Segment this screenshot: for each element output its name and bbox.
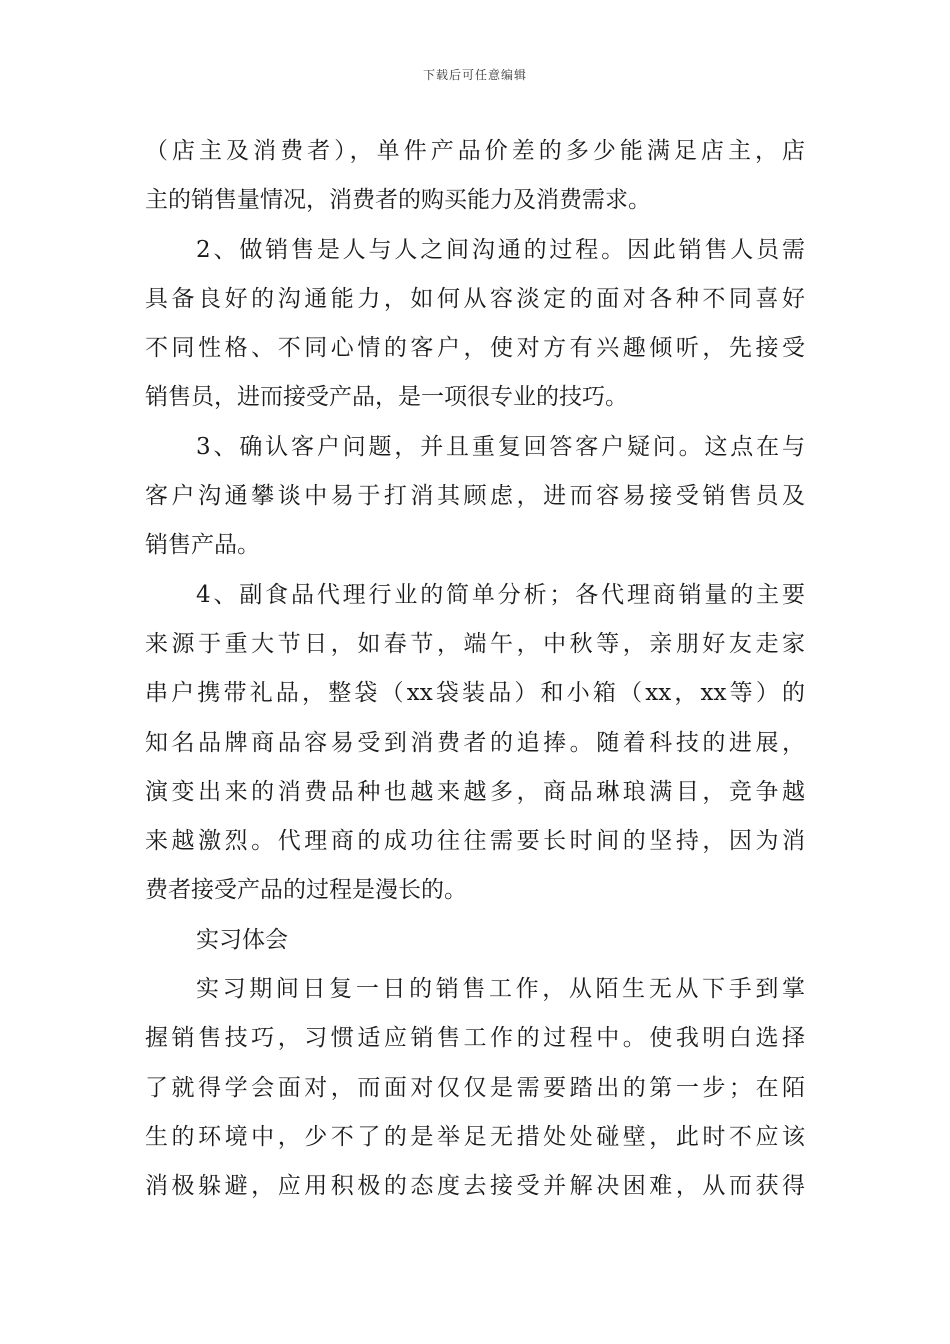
text-line: 销售产品。 <box>145 532 260 559</box>
page-header: 下载后可任意编辑 <box>422 68 527 82</box>
text-line: 费者接受产品的过程是漫长的。 <box>145 877 467 904</box>
text-line: 具备良好的沟通能力，如何从容淡定的面对各种不同喜好 <box>145 285 805 312</box>
text-line: 握销售技巧，习惯适应销售工作的过程中。使我明白选择 <box>145 1025 805 1052</box>
text-line: 实习期间日复一日的销售工作，从陌生无从下手到掌 <box>196 976 805 1003</box>
text-line: 演变出来的消费品种也越来越多，商品琳琅满目，竞争越 <box>145 778 805 805</box>
text-line: 销售员，进而接受产品，是一项很专业的技巧。 <box>145 384 628 411</box>
text-line: 不同性格、不同心情的客户，使对方有兴趣倾听，先接受 <box>145 335 805 362</box>
text-line: 串户携带礼品，整袋（xx袋装品）和小箱（xx，xx等）的 <box>145 680 805 707</box>
text-line: 实习体会 <box>196 926 288 953</box>
text-line: 2、做销售是人与人之间沟通的过程。因此销售人员需 <box>196 236 805 263</box>
text-line: （店主及消费者），单件产品价差的多少能满足店主，店 <box>145 138 805 164</box>
text-line: 主的销售量情况，消费者的购买能力及消费需求。 <box>145 187 651 214</box>
text-line: 了就得学会面对，而面对仅仅是需要踏出的第一步；在陌 <box>145 1074 805 1101</box>
text-line: 来源于重大节日，如春节，端午，中秋等，亲朋好友走家 <box>145 630 805 657</box>
text-line: 3、确认客户问题，并且重复回答客户疑问。这点在与 <box>196 433 805 460</box>
text-line: 知名品牌商品容易受到消费者的追捧。随着科技的进展， <box>145 729 805 756</box>
text-line: 客户沟通攀谈中易于打消其顾虑，进而容易接受销售员及 <box>145 483 805 510</box>
text-line: 来越激烈。代理商的成功往往需要长时间的坚持，因为消 <box>145 828 805 855</box>
document-body <box>145 127 805 1212</box>
text-line: 4、副食品代理行业的简单分析；各代理商销量的主要 <box>196 581 805 608</box>
text-line: 生的环境中，少不了的是举足无措处处碰壁，此时不应该 <box>145 1123 805 1150</box>
text-line: 消极躲避，应用积极的态度去接受并解决困难，从而获得 <box>145 1173 805 1200</box>
